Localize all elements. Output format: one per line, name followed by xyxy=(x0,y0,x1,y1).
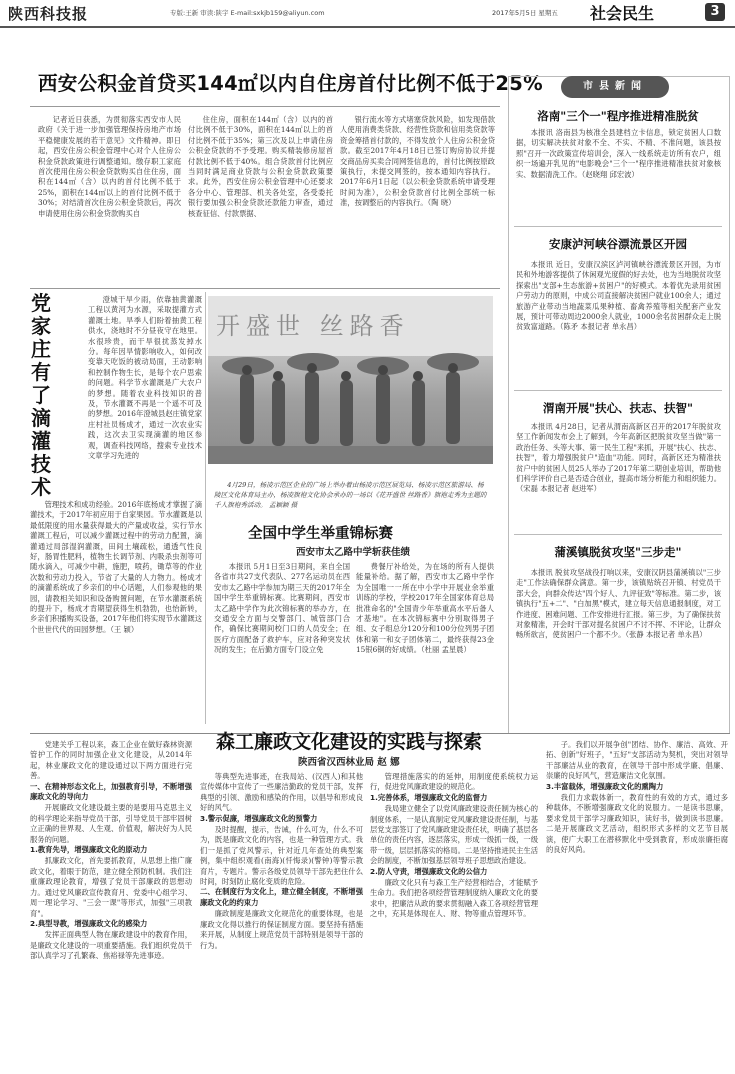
news-item-1-headline: 洛南"三个一"程序推进精准脱贫 xyxy=(537,109,699,123)
news-item-4-body: 本报讯 脱贫攻坚战役打响以来，安康汉阴县蒲溪镇以"三步走"工作法确保群众满意。第一步，该镇贴统召开镇、村党员干部大会，向群众传达"四个好人、九评征致"等标准。第二步，该镇执行"五+二"、"白加黑"模式，建立每天信息通报制度，对工作进度、困难问题、工作安排进行汇报。第三步，为了确保扶贫对象精准，开会时干部对提名贫困户不讨不挥、不评论，让群众畅所欲言，使贫困户一个都不少。（张静 本报记者 单永昌） xyxy=(516,568,721,640)
bottom-story-column-4: 子。我们以开展争创"团结、协作、廉洁、高效、开拓、创新"好班子，"五好"支部活动为契机，突出对领导干部廉洁从业的教育，在领导干部中形成学廉、倡廉、崇廉的良好风气，营造廉洁文化氛围。 3.丰富载体，增强廉政文化的熏陶力 我们力求载体新一，教育性的有效的方式，通过多种载体，不断增强廉政文化的说服力。一是读书思廉，要求党员干部学习廉政知识，读好书，做到读书思廉。二是开展廉政文艺活动，组织形式多样的文艺节目展演，使广大职工在潜移默化中受到教育，形成崇廉拒腐的良好风尚。 xyxy=(546,740,728,855)
editors-line: 专版:王新 审读:陕宇 E-mail:sxkjb159@aliyun.com xyxy=(170,9,325,17)
news-item-3-headline: 渭南开展"扶心、扶志、扶智" xyxy=(543,401,693,415)
bottom-story-headline: 森工廉政文化建设的实践与探索 xyxy=(216,731,483,753)
photo-banner-text: 开盛世 丝路香 xyxy=(216,312,410,340)
section-title: 社会民生 xyxy=(590,4,655,23)
mid-story-column-1: 本报讯 5月1日至3日期间，来自全国各省市共27支代表队、277名运动员在西安市太乙路中学参加为期三天的2017年全国中学生举重锦标赛。比赛期间，西安市太乙路中学作为此次锦标赛的举办方，在交通安全方面与交警部门、城管部门合作，确保比赛期间校门口的人员安全；在医疗方面配备了救护车，应对各种突发状况的发生；在后勤方面专门设立免 xyxy=(214,562,350,655)
masthead xyxy=(0,0,735,26)
news-item-3-body: 本报讯 4月28日，记者从渭南高新区召开的2017年脱贫攻坚工作新闻发布会上了解到，今年高新区把脱贫攻坚当做"第一政治任务、头等大事、第一民生工程"来抓，开展"扶心、扶志、扶智"，着力增强脱贫户"造血"功能。同时，高新区还为精准扶贫户中的贫困人员25人举办了2017年第二期创业培训，帮助他们科学评价自己是否适合创业，提高市场分析能力和组织能力。（宋磊 本报记者 赵进军） xyxy=(516,422,721,494)
news-divider-1 xyxy=(514,226,722,227)
news-item-4-headline: 蒲溪镇脱贫攻坚"三步走" xyxy=(554,545,682,559)
news-item-1-body: 本报讯 洛南县为核准全县建档立卡信息，锁定贫困人口数据，切实解决扶贫对象不全、不实、不精、不准问题，该县按照"召开一次政策宣传培训会，深入一线系统走访所有农户，组织一场遍开乳见的"电影晚会"三个一"程序推进精准扶贫对象核实、数据清洗工作。（赵晓翔 邱宏波） xyxy=(516,128,721,179)
lead-bottom-rule xyxy=(30,288,500,289)
news-divider-2 xyxy=(514,390,722,391)
lead-column-3: 银行流水等方式堵塞贷款风险，如发现借款人使用消费类贷款、经营性贷款和信用类贷款等资金筹措首付款的，不得发放个人住房公积金贷款。截至2017年4月18日已签订购房协议并提交商品房买卖合同网签信息的，首付比例按原政策执行，未提交网签的，按本通知内容执行。2017年6月1日起（以公积金贷款系统申请受理时间为准），公积金贷款首付比例全部统一标准，按调整后的内容执行。（陶 晓） xyxy=(340,115,495,208)
issue-date: 2017年5月5日 星期五 xyxy=(492,9,558,17)
side-story-column-2: 管理技术和成功经验。2016年底杨成才掌握了滴灌技术，于2017年初应用于自家果园。节水灌溉是以最低限度的用水量获得最大的产量或收益，实行节水灌溉工程后，可以减少灌溉过程中的劳动力配置，滴灌通过局部湿润灌溉，田间土壤疏松，通透气性良好，肠胃性肥料，植物生长调节剂、内吸杀虫剂等可随水滴入，可减少中耕，施肥，喷药，锄草等的作业次数和劳动力投入，节省了大量的人力物力。杨成才的滴灌系统成了乡亲们的中心话题，人们参观他的果园，请教相关知识和设备购置问题，在节水灌溉系统的提升下，杨成才肯期望获得生机勃勃，也怡新转，乡亲们积播购买设备，2017年他们将实现节水灌溉这个世世代代的田园梦想。（王 颖） xyxy=(30,500,202,634)
event-photo xyxy=(208,296,493,464)
mid-story-headline: 全国中学生举重锦标赛 xyxy=(248,526,393,542)
mid-story-subhead: 西安市太乙路中学斩获佳绩 xyxy=(296,547,411,558)
qipao-show-photo-illustration xyxy=(208,296,493,464)
news-divider-3 xyxy=(514,534,722,535)
news-item-2-headline: 安康泸河峡谷漂流景区开园 xyxy=(549,237,687,251)
county-news-tag: 市县新闻 xyxy=(561,76,669,98)
side-column-divider xyxy=(205,292,206,724)
side-story-column-1: 澄城干旱少雨，依靠抽黄灌溉工程以黄河为水源，采取提灌方式灌溉土地。旱季人们盼着抽黄工程供水，浇地时不分昼夜守在地里。水很珍贵，而干旱很扰蒸发掉水分。每年因旱情影响收入，如何改变靠天吃饭的被动局面，王动影响和控制作物生长，是每个农户思索的问题。科学节水灌溉是广大农户的梦想。随着农业科技知识的普及，节水灌溉不再是一个遥不可及的梦想。2016年澄城县赵庄镇党家庄村社员杨成才，通过一次农业实践，这次去卫实现滴灌的地区参观，调查科技网络，搜索专业技术文章学习先进的 xyxy=(88,295,202,461)
page-number: 3 xyxy=(705,3,725,21)
bottom-story-column-2: 等典型先进事迹，在我局站、(汉西人)和其他宣传媒体中宣传了一些廉洁勤政的党员干部，发挥典型的引领、激励和感染的作用，以倡导和形成良好的风气。 3.警示促廉，增强廉政文化的预警力 及时提醒，提示，告诫，什么可为，什么不可为，既是廉政文化的内容，也是一种管理方式。我们一是抓了党风警示，针对近几年查处的典型案例，集中组织观看(南海)(忏悔录)(警钟)等警示教育片，专题片。警示各级党员领导干部先把住什么时间，时刻防止腐化变质的危险。 二、在制度行为文化上，建立健全制度，不断增强廉政文化的约束力 廉政制度是廉政文化规范化的重要体现，也是廉政文化得以推行的保证制度方面。要坚持有措施来开展，从制度上规范党员干部特别是领导干部的行为。 xyxy=(200,772,363,950)
mid-story-column-2: 费餐厅补给处，为在场的所有人提供能量补给。据了解，西安市太乙路中学作为全国唯一一所在中小学中开展业余举重训练的学校，学校2017年全国家体育总局批准命名的"全国青少年举重高水平后备人才基地"。在本次锦标赛中分别取得男子组、女子组总分120分和100分位列男子团体和第一和女子团体第二，最终获得23金15银6铜的好成绩。（杜丽 孟星晨） xyxy=(356,562,494,655)
side-story-vertical-title: 党家庄有了滴灌技术 xyxy=(31,291,51,499)
bottom-story-byline: 陕西省汉西林业局 赵 娜 xyxy=(298,757,400,768)
masthead-rule xyxy=(0,26,735,28)
newspaper-logo: 陕西科技报 xyxy=(8,5,89,23)
lead-column-2: 住住房，面积在144㎡（含）以内的首付比例不低于30%，面积在144㎡以上的首付比例不低于35%；第三次及以上申请住房公积金贷款的不予受理。购买精装修房屋首付款比例不低于40%。组合贷款首付比例应当同时满足商业贷款与公积金贷款政策要求。此外，西安住房公积金管理中心还要求各分中心、管理部、机关各处室，各受委托银行要加强公积金贷款还款能力审查，通过核查征信、付款票据、 xyxy=(188,115,333,218)
lead-rule xyxy=(30,106,500,107)
bottom-story-column-1: 党建关乎工程以来，森工企业在做好森林资源管护工作的同时加强企业文化建设，从2014年起，林业廉政文化的建设通过以下两方面进行完善。 一、在精神形态文化上，加强教育引导，不断增强廉政文化的导向力 开展廉政文化建设最主要的是要用马克思主义的科学理论来指导党员干部，引导党员干部牢固树立正确的世界观、人生观、价值观，解决好为人民服务的问题。 1.教育先导，增强廉政文化的原动力 抓廉政文化，首先要抓教育，从思想上推广廉政文化，着眼于防范，建立健全预防机制。我们注重廉政理论教育，增强了党员干部廉政的思想动力。通过党风廉政宣传教育月、党委中心组学习、周一理论学习、"三会一课"等形式，加强"三项教育"。 2.典型导教，增强廉政文化的感染力 发挥正面典型人物在廉政建设中的教育作用，是廉政文化建设的一项重要措施。我们组织党员干部认真学习了孔繁森、焦裕禄等先进事迹。 xyxy=(30,740,192,961)
lead-column-1: 记者近日获悉，为贯彻落实西安市人民政府《关于进一步加强管理保持房地产市场平稳健康发展的若干意见》文件精神。即日起，西安住房公积金管理中心对个人住房公积金贷款政策进行调整通知。缴存职工家庭首次使用住房公积金贷款购买自住住房，面积在144㎡（含）以内的首付比例不低于25%，面积在144㎡以上的首付比例不低于30%；对结清首次住房公积金贷款后，再次申请使用住房公积金贷款购买自 xyxy=(38,115,181,218)
bottom-story-column-3: 管理措施落实的的延伸，用制度使系统权力运行，促进党风廉政建设的规范化。 1.完善体系，增强廉政文化的监督力 我局建立健全了以党风廉政建设责任制为核心的制度体系，一是认真制定党风廉政建设责任制，与基层党支部签订了党风廉政建设责任状，明确了基层各单位的责任内容，逐层落实，形成一级抓一级，一级带一级，层层抓落实的格局。二是坚持推进民主生活会的制度，不断加强基层领导班子思想政治建设。 2.防人守责，增强廉政文化的公信力 廉政文化只有与森工生产经营相结合，才能赋予生命力。我们把各项经营管理制度纳入廉政文化的要求中，把廉洁从政的要求贯彻融入森工各项经营管理之中，充其是体现在人、财、物等重点管理环节。 xyxy=(370,772,538,919)
photo-caption: 4月29日，杨凌示范区企业的广场上举办着由杨凌示范区展览局、杨凌示范区旅游局、杨陵区文化体育局主办，杨凌旗袍文化协会承办的一场以《花开盛世 丝路香》旗袍走秀为主题的千人旗袍秀活动。 孟颖颖 摄 xyxy=(214,481,487,509)
lead-headline: 西安公积金首贷买144㎡以内自住房首付比例不低于25% xyxy=(38,72,543,95)
news-item-2-body: 本报讯 近日，安康汉滨区泸河镇峡谷漂流景区开园，为市民和外地游客提供了休闲观光度假的好去处，也为当地脱贫攻坚探索出"支部+生态旅游+贫困户"的好模式。本着优先录用贫困户劳动力的原则，中成公司直接解决贫困户就业100余人；通过旅游产业带动当地蔬菜瓜果种植、畜禽养殖等相关配套产业发展，预计可带动周边2000余人就业，1000余名贫困群众走上脱贫致富道路。（陈矛 本报记者 单永昌） xyxy=(516,260,721,332)
